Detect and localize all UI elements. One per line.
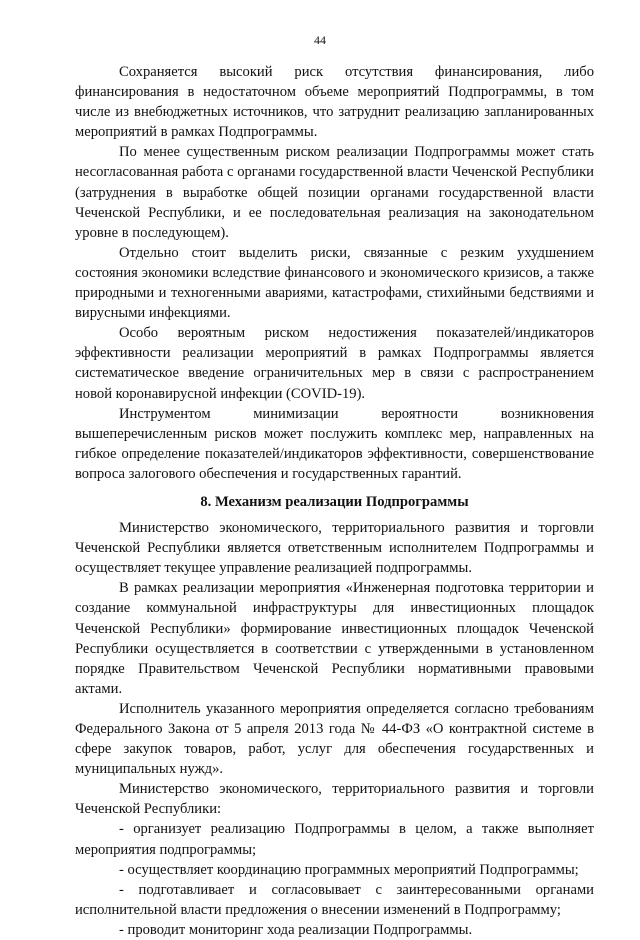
paragraph-coordination-risk: По менее существенным риском реализации Подпрограммы может стать несогласованная работа с органами государственной власти Чеченской Республики (затруднения в выработке общей позиции органами государственной власти Чеченской Республики, и ее последовательная реализация на законодательном уровне в последующем). — [75, 144, 594, 241]
bullet-item: - осуществляет координацию программных мероприятий Подпрограммы; — [119, 861, 579, 878]
paragraph-executor-selection: Исполнитель указанного мероприятия определяется согласно требованиям Федерального Закона от 5 апреля 2013 года № 44-ФЗ «О контрактной системе в сфере закупок товаров, работ, услуг для обеспечения государственных и муниципальных нужд». — [75, 700, 594, 778]
paragraph-engineering-preparation: В рамках реализации мероприятия «Инженерная подготовка территории и создание коммунальной инфраструктуры для инвестиционных площадок Чеченской Республики» формирование инвестиционных площадок Чеченской Республики осуществляется в соответствии с утвержденными в установленном порядке Правительством Чеченской Республики нормативными правовыми актами. — [75, 580, 594, 697]
bullet-item: - подготавливает и согласовывает с заинтересованными органами исполнительной власти предложения о внесении изменений в Подпрограмму; — [75, 881, 594, 918]
paragraph-financing-risk: Сохраняется высокий риск отсутствия финансирования, либо финансирования в недостаточном объеме мероприятий Подпрограммы, в том числе из внебюджетных источников, что затруднит реализацию запланированных мероприятий в рамках Подпрограммы. — [75, 64, 594, 141]
paragraph-covid-risk: Особо вероятным риском недостижения показателей/индикаторов эффективности реализации мероприятий в рамках Подпрограммы является систематическое введение ограничительных мер в связи с распространением новой коронавирусной инфекции (COVID-19). — [75, 325, 594, 402]
paragraph-responsible-executor: Министерство экономического, территориального развития и торговли Чеченской Республики является ответственным исполнителем Подпрограммы и осуществляет текущее управление реализацией подпрограммы. — [75, 520, 594, 577]
page-number: 44 — [314, 33, 326, 47]
document-body — [75, 62, 594, 940]
section-heading: 8. Механизм реализации Подпрограммы — [200, 493, 469, 510]
bullet-item: - организует реализацию Подпрограммы в целом, а также выполняет мероприятия подпрограммы; — [75, 821, 594, 858]
paragraph-ministry-duties-intro: Министерство экономического, территориального развития и торговли Чеченской Республики: — [75, 781, 594, 818]
paragraph-risk-mitigation: Инструментом минимизации вероятности возникновения вышеперечисленным рисков может послужить комплекс мер, направленных на гибкое определение показателей/индикаторов эффективности, совершенствование вопроса залогового обеспечения и государственных гарантий. — [75, 405, 594, 482]
bullet-item: - проводит мониторинг хода реализации Подпрограммы. — [119, 921, 473, 938]
paragraph-economic-risk: Отдельно стоит выделить риски, связанные с резким ухудшением состояния экономики вследствие финансового и экономического кризисов, а также природными и техногенными авариями, катастрофами, стихийными бедствиями и вирусными инфекциями. — [75, 244, 594, 322]
